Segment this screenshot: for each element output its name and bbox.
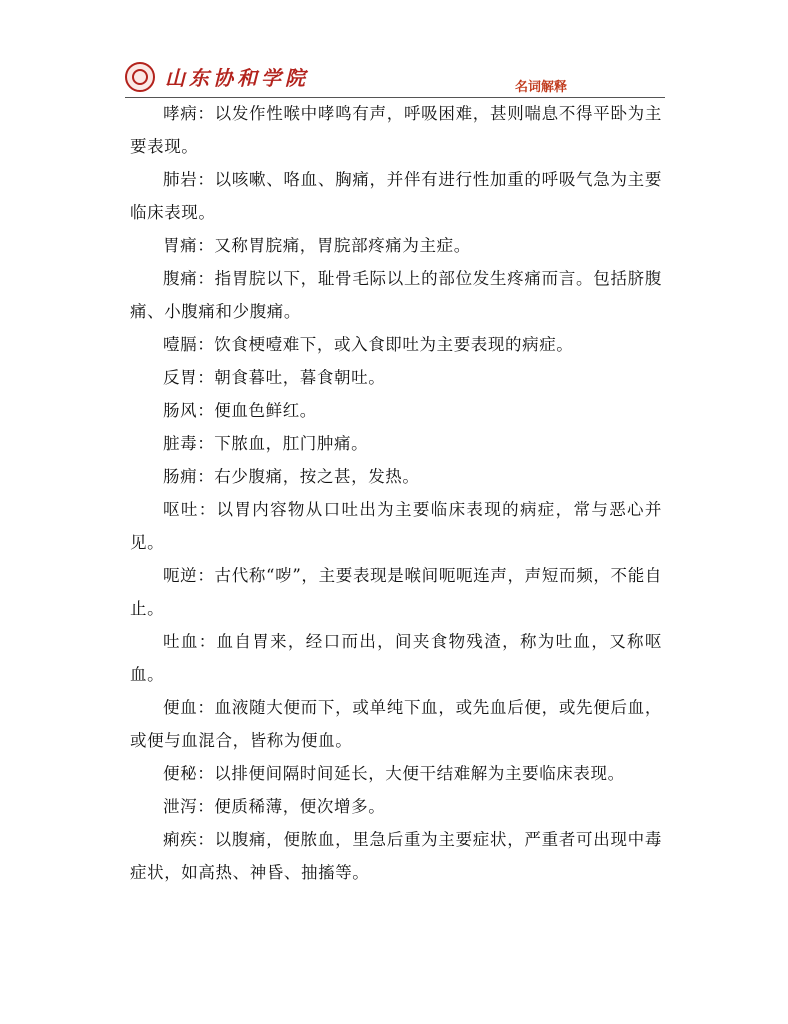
page-header [125,56,665,100]
term-list [130,97,662,889]
term-entry: 肺岩：以咳嗽、咯血、胸痛，并伴有进行性加重的呼吸气急为主要临床表现。 [130,170,662,222]
term-entry: 呕吐：以胃内容物从口吐出为主要临床表现的病症，常与恶心并见。 [130,500,662,552]
school-seal-icon [125,62,155,92]
term-entry: 便血：血液随大便而下，或单纯下血，或先血后便，或先便后血，或便与血混合，皆称为便血。 [130,698,662,750]
term-entry: 哮病：以发作性喉中哮鸣有声，呼吸困难，甚则喘息不得平卧为主要表现。 [130,104,662,156]
section-title: 名词解释 [514,80,567,95]
term-entry: 脏毒：下脓血，肛门肿痛。 [163,434,369,453]
term-entry: 噎膈：饮食梗噎难下，或入食即吐为主要表现的病症。 [163,335,574,354]
term-entry: 肠风：便血色鲜红。 [163,401,317,420]
term-entry: 吐血：血自胃来，经口而出，间夹食物残渣，称为吐血，又称呕血。 [130,632,662,684]
term-entry: 痢疾：以腹痛，便脓血，里急后重为主要症状，严重者可出现中毒症状，如高热、神昏、抽搐等。 [130,830,662,882]
term-entry: 肠痈：右少腹痛，按之甚，发热。 [163,467,420,486]
term-entry: 呃逆：古代称“哕”，主要表现是喉间呃呃连声，声短而频，不能自止。 [130,566,662,618]
term-entry: 反胃：朝食暮吐，暮食朝吐。 [163,368,386,387]
term-entry: 便秘：以排便间隔时间延长，大便干结难解为主要临床表现。 [163,764,625,783]
term-entry: 腹痛：指胃脘以下，耻骨毛际以上的部位发生疼痛而言。包括脐腹痛、小腹痛和少腹痛。 [130,269,662,321]
term-entry: 泄泻：便质稀薄，便次增多。 [163,797,386,816]
school-logo-text: 山东协和学院 [165,66,309,90]
term-entry: 胃痛：又称胃脘痛，胃脘部疼痛为主症。 [163,236,471,255]
